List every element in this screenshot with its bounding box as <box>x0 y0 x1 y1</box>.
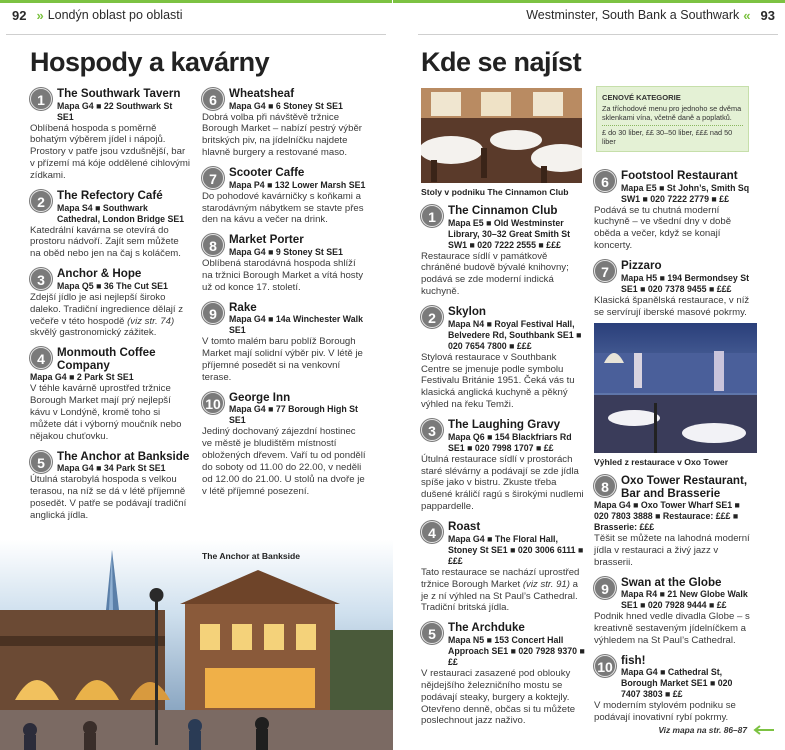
entry-description: Dobrá volba při návštěvě tržnice Borough Market – nabízí pestrý výběr britských piv, na jídelníčku najdete hlavně burgery a restované maso. <box>202 111 362 159</box>
right-running-title: Westminster, South Bank a Southwark <box>526 8 740 22</box>
entry-address: Mapa G4 ■ 14a Winchester Walk SE1 <box>229 314 363 336</box>
header-rule-right <box>418 34 778 35</box>
entry-name: Swan at the Globe <box>621 575 722 589</box>
list-item <box>594 577 754 647</box>
chevron-left-icon: « <box>743 7 751 23</box>
entry-address: Mapa G4 ■ 9 Stoney St SE1 <box>229 246 343 257</box>
entry-description: Podává se tu chutná moderní kuchyně – ve všední dny v době oběda a večer, když se konají koncerty. <box>594 204 732 252</box>
number-badge: 2 <box>421 306 443 328</box>
entry-description: Klasická španělská restaurace, v níž se servírují iberské masové pokrmy. <box>594 294 750 318</box>
entry-address: Mapa P4 ■ 132 Lower Marsh SE1 <box>229 179 366 190</box>
entry-name: Monmouth Coffee Company <box>57 346 156 372</box>
entry-name: Pizzaro <box>621 259 662 273</box>
entry-description: V téhle kavárně uprostřed tržnice Borough Market mají prý nejlepší kávu v Londýně, kromě toho si můžete dát i výborný moučník nebo nějakou chuťovku. <box>30 383 182 442</box>
number-badge: 7 <box>594 260 616 282</box>
entry-name: The Laughing Gravy <box>448 418 561 432</box>
list-item <box>421 622 585 727</box>
right-running-header <box>393 0 785 30</box>
list-item <box>30 268 190 339</box>
entry-description: Útulná restaurace sídlí v prostorách staré slévárny a podávají se zde jídla spíše jako v bistru. Zkuste třeba dušené králičí ragú s širokými nudlemi pappardelle. <box>421 453 584 513</box>
entry-address: Mapa G4 ■ Oxo Tower Wharf SE1 ■ 020 7803 3888 ■ Restaurace: £££ ■ Brasserie: £££ <box>594 500 740 532</box>
list-item <box>202 392 367 498</box>
entry-address: Mapa N4 ■ Royal Festival Hall, Belvedere Rd, Southbank SE1 ■ 020 7654 7800 ■ £££ <box>448 318 582 351</box>
map-reference-footer <box>658 725 775 735</box>
entry-description: Oblíbená starodávná hospoda shlíží na tržnici Borough Market a vítá hosty už od konce 17. století. <box>202 257 364 293</box>
list-item <box>202 88 367 159</box>
pubs-column-2 <box>202 88 367 506</box>
entry-address: Mapa E5 ■ Old Westminster Library, 30–32 Great Smith St SW1 ■ 020 7222 2555 ■ £££ <box>448 217 571 250</box>
entry-address: Mapa Q6 ■ 154 Blackfriars Rd SE1 ■ 020 7998 1707 ■ ££ <box>448 431 572 453</box>
entry-address: Mapa G4 ■ The Floral Hall, Stoney St SE1 ■ 020 3006 6111 ■ £££ <box>448 533 584 566</box>
price-box-scale: £ do 30 liber, ££ 30–50 liber, £££ nad 50 liber <box>602 128 733 146</box>
list-item <box>594 260 754 318</box>
entry-name: The Refectory Café <box>57 189 163 203</box>
entry-description: Katedrální kavárna se otevírá do prostoru nádvoří. Zajít sem můžete na oběd nebo jen na čaj s koláčem. <box>30 224 181 260</box>
number-badge: 3 <box>30 268 52 290</box>
entry-description: V restauraci zasazené pod oblouky nějdejšího železničního mostu se podávají steaky, burgery a koktejly. Otevřeno denně, občas si tu můžete poslechnout jazz naživo. <box>421 667 576 727</box>
number-badge: 7 <box>202 167 224 189</box>
number-badge: 6 <box>202 88 224 110</box>
left-running-title: Londýn oblast po oblasti <box>47 8 183 22</box>
number-badge: 8 <box>594 475 616 497</box>
list-item <box>202 234 367 293</box>
price-box-title: CENOVÉ KATEGORIE <box>602 93 681 102</box>
entry-name: Scooter Caffe <box>229 166 305 180</box>
entry-address: Mapa N5 ■ 153 Concert Hall Approach SE1 ■ 020 7928 9370 ■ ££ <box>448 634 585 667</box>
entry-description: V moderním stylovém podniku se podávají inovativní rybí pokrmy. <box>594 700 736 724</box>
entry-description: Podnik hned vedle divadla Globe – s kreativně sestaveným jídelníčkem a výhledem na St Paul’s Cathedral. <box>594 611 750 647</box>
entry-description: Oblíbená hospoda s poměrně bohatým výběrem jídel i nápojů. Prostory v patře jsou vzdušnější, bar v přízemí má kóje oddělené cihlovými zídkami. <box>30 122 190 182</box>
list-item <box>421 306 585 411</box>
entry-description: Do pohodové kavárničky s koňkami a starodávným nábytkem se stavte přes den na kávu a večer na drink. <box>202 190 364 226</box>
number-badge: 4 <box>30 347 52 369</box>
number-badge: 5 <box>421 622 443 644</box>
number-badge: 8 <box>202 234 224 256</box>
list-item <box>594 475 754 569</box>
page-reference: (viz str. 74) <box>127 315 175 327</box>
list-item <box>421 205 585 298</box>
number-badge: 10 <box>594 655 616 677</box>
pubs-column-1 <box>30 88 190 530</box>
section-heading-pubs: Hospody a kavárny <box>30 47 270 77</box>
photo-illustration <box>594 323 757 453</box>
map-reference-text: Viz mapa na str. 86–87 <box>658 725 747 735</box>
number-badge: 4 <box>421 521 443 543</box>
left-page-number: 92 <box>6 8 32 23</box>
entry-name: Footstool Restaurant <box>621 169 738 182</box>
entry-name: Skylon <box>448 305 487 319</box>
entry-description: Těšit se můžete na lahodná moderní jídla v restauraci a živý jazz v brasserii. <box>594 533 750 568</box>
entry-address: Mapa G4 ■ 77 Borough High St SE1 <box>229 404 358 426</box>
number-badge: 9 <box>202 302 224 324</box>
list-item <box>421 521 585 614</box>
entry-description: Tato restaurace se nachází uprostřed tržnice Borough Market (viz str. 91) a je z ní výhled na St Paul’s Cathedral. Tradiční britská jídla. <box>421 566 580 614</box>
entry-description: Restaurace sídlí v památkově chráněné budově bývalé knihovny; podává se zde moderní indická kuchyně. <box>421 250 569 298</box>
entry-address: Mapa R4 ■ 21 New Globe Walk SE1 ■ 020 7928 9444 ■ ££ <box>621 589 748 611</box>
price-box-divider <box>602 125 743 126</box>
entry-description: Stylová restaurace v Southbank Centre se jmenuje podle symbolu Festivalu Británie 1951. Čeká vás tu klasická anglická kuchyně a pěkný výhled na řeku Temži. <box>421 351 575 411</box>
restaurants-column-1 <box>421 205 585 735</box>
entry-name: fish! <box>621 653 646 667</box>
entry-name: Rake <box>229 300 257 314</box>
entry-address: Mapa S4 ■ Southwark Cathedral, London Bridge SE1 <box>57 202 185 224</box>
entry-address: Mapa G4 ■ 2 Park St SE1 <box>30 372 134 383</box>
entry-address: Mapa G4 ■ 22 Southwark St SE1 <box>57 100 173 122</box>
anchor-bankside-photo <box>0 540 393 750</box>
number-badge: 1 <box>30 88 52 110</box>
page-reference: (viz str. 91) <box>522 578 570 590</box>
bankside-photo-caption: The Anchor at Bankside <box>202 551 301 561</box>
header-rule-left <box>6 34 386 35</box>
entry-address: Mapa H5 ■ 194 Bermondsey St SE1 ■ 020 7378 9455 ■ £££ <box>621 272 750 294</box>
entry-address: Mapa G4 ■ Cathedral St, Borough Market SE1 ■ 020 7407 3803 ■ ££ <box>621 667 733 700</box>
list-item <box>594 170 754 252</box>
photo-illustration <box>421 88 582 183</box>
entry-name: The Southwark Tavern <box>57 87 181 100</box>
restaurants-column-2-continued <box>594 475 754 732</box>
list-item <box>594 655 754 724</box>
entry-description: Útulná starobylá hospoda s velkou terasou, na níž se dá v létě příjemně posedět. V patře se podávají tradiční anglická jídla. <box>30 474 187 522</box>
entry-name: Wheatsheaf <box>229 87 295 100</box>
oxo-tower-view-photo <box>594 323 757 453</box>
list-item <box>30 451 190 522</box>
entry-address: Mapa Q5 ■ 36 The Cut SE1 <box>57 280 168 291</box>
entry-name: Oxo Tower Restaurant, Bar and Brasserie <box>621 474 748 500</box>
entry-name: George Inn <box>229 390 291 404</box>
number-badge: 3 <box>421 419 443 441</box>
entry-name: The Anchor at Bankside <box>57 449 190 463</box>
chevron-right-icon: » <box>36 7 44 23</box>
entry-name: The Archduke <box>448 621 525 635</box>
restaurants-column-2 <box>594 170 754 326</box>
list-item <box>202 302 367 384</box>
entry-name: Anchor & Hope <box>57 267 142 281</box>
entry-name: Roast <box>448 520 481 534</box>
right-page-number: 93 <box>755 8 781 23</box>
left-running-header <box>0 0 392 30</box>
number-badge: 6 <box>594 170 616 192</box>
list-item <box>202 167 367 226</box>
list-item <box>30 347 190 443</box>
entry-description: V tomto malém baru poblíž Borough Market mají solidní výběr piv. V létě je příjemné posedět si na venkovní terase. <box>202 336 363 383</box>
number-badge: 10 <box>202 392 224 414</box>
oxo-photo-caption: Výhled z restaurace v Oxo Tower <box>594 457 729 467</box>
list-item <box>30 190 190 260</box>
entry-name: Market Porter <box>229 233 304 247</box>
number-badge: 1 <box>421 205 443 227</box>
cinnamon-club-photo <box>421 88 582 183</box>
photo-illustration <box>0 540 393 750</box>
entry-description: Zdejší jídlo je asi nejlepší široko daleko. Tradiční ingredience dělají z večeře v této hospodě (viz str. 74) skvělý gastronomický zážitek. <box>30 291 184 339</box>
entry-address: Mapa G4 ■ 6 Stoney St SE1 <box>229 100 343 111</box>
entry-description: Jediný dochovaný zájezdní hostinec ve městě je bludištěm místností obložených dřevem. Vaří tu od pondělí do soboty od 11.00 do 22.00, v neděli od 12.00 do 21.00. U stolů na dvoře je v létě příjemné posezení. <box>202 426 366 497</box>
entry-name: The Cinnamon Club <box>448 204 558 217</box>
number-badge: 2 <box>30 190 52 212</box>
list-item <box>421 419 585 513</box>
price-box-description: Za tříchodové menu pro jednoho se dvěma sklenkami vína, včetně daně a poplatků. <box>602 104 742 122</box>
entry-address: Mapa G4 ■ 34 Park St SE1 <box>57 463 166 474</box>
cinnamon-photo-caption: Stoly v podniku The Cinnamon Club <box>421 187 569 197</box>
list-item <box>30 88 190 182</box>
number-badge: 9 <box>594 577 616 599</box>
entry-address: Mapa E5 ■ St John’s, Smith Sq SW1 ■ 020 7222 2779 ■ ££ <box>621 182 750 204</box>
section-heading-restaurants: Kde se najíst <box>421 47 582 77</box>
arrow-left-icon <box>753 725 775 735</box>
number-badge: 5 <box>30 451 52 473</box>
price-categories-box <box>596 86 749 152</box>
